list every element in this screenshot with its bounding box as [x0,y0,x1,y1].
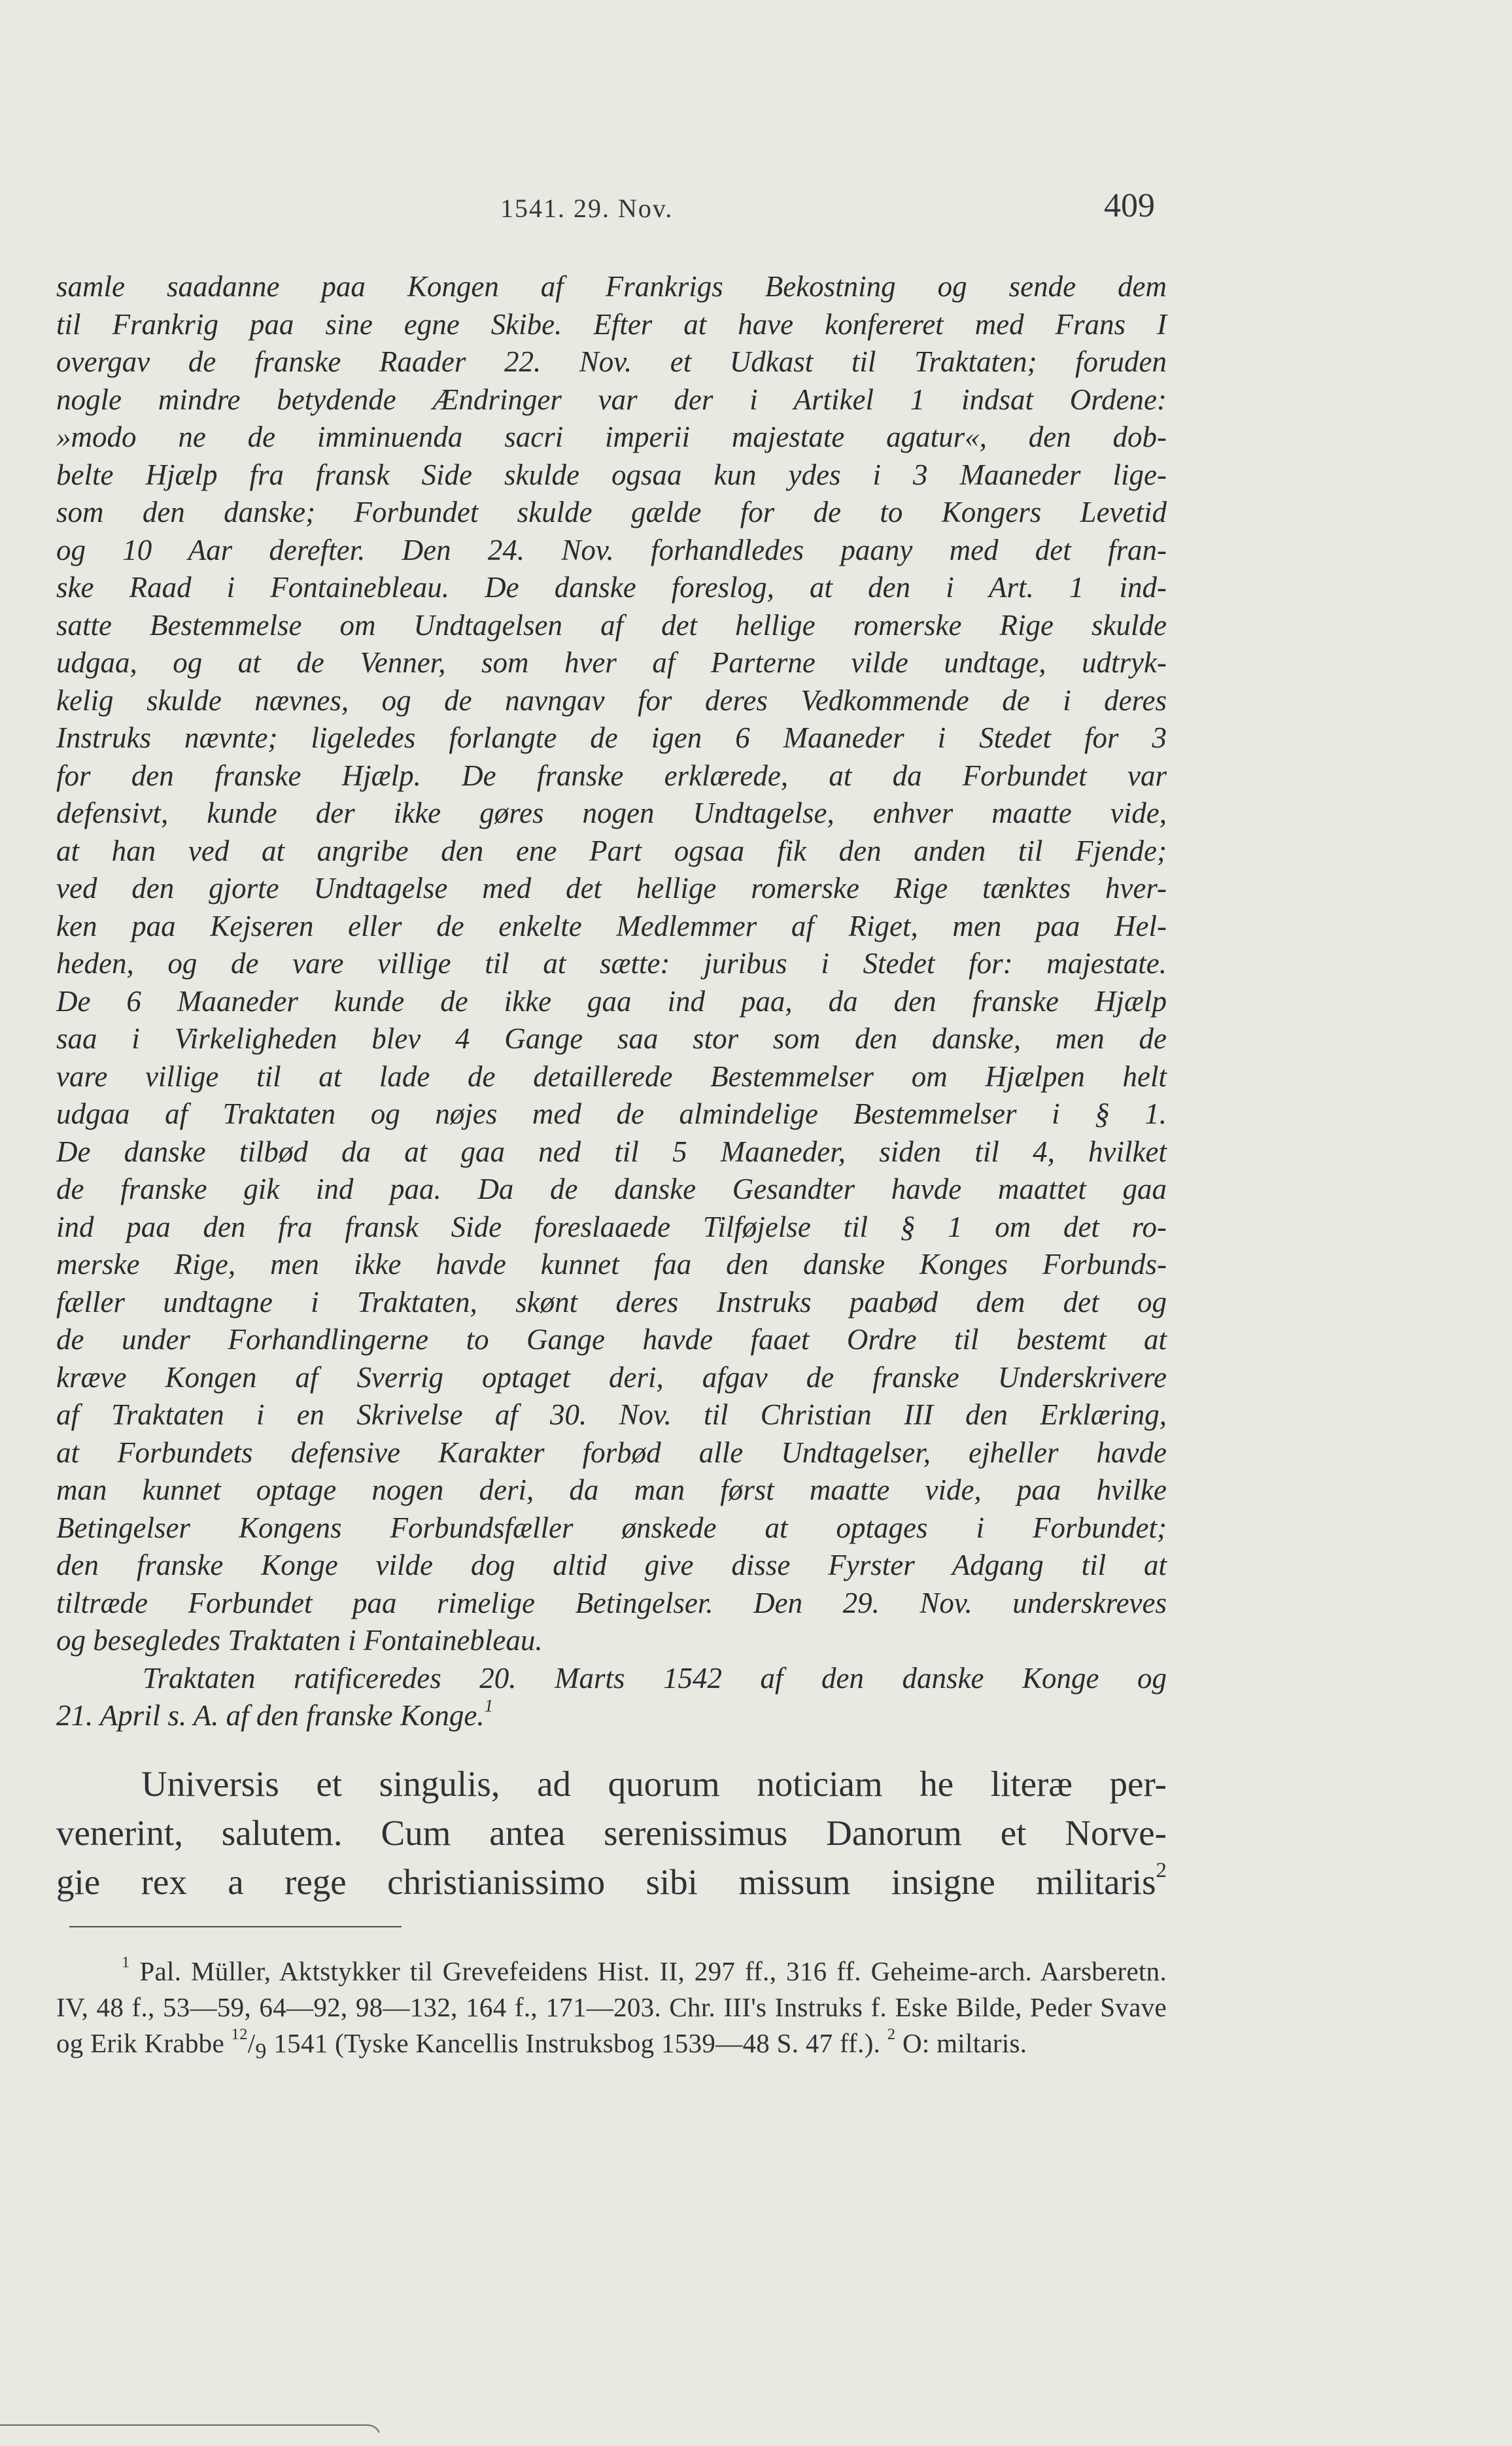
latin-line-content: venerint, salutem. Cum antea serenissimus Danorum et Norve- [56,1813,1167,1853]
text-line [56,757,1167,795]
text-line-content: ind paa den fra fransk Side foreslaaede Tilføjelse til § 1 om det ro- [56,1210,1167,1243]
footnotes [56,1954,1167,2069]
text-line-content: ved den gjorte Undtagelse med det hellige romerske Rige tænktes hver- [56,872,1167,904]
text-line-content: og besegledes Traktaten i Fontainebleau. [56,1624,543,1657]
text-line-content: saa i Virkeligheden blev 4 Gange saa stor som den danske, men de [56,1022,1167,1055]
text-line [56,1547,1167,1585]
footnote-reference: 1 [484,1695,494,1715]
running-head: 1541. 29. Nov. [500,194,674,223]
page-number: 409 [1104,187,1155,224]
text-line [56,795,1167,833]
commentary-text [56,268,1167,1735]
latin-line-content: gie rex a rege christianissimo sibi missum insigne militaris [56,1862,1156,1902]
text-line [56,1058,1167,1096]
footnote-1-text-continued: 1541 (Tyske Kancellis Instruksbog 1539—48 S. 47 ff.). [273,2028,881,2058]
text-line [56,569,1167,607]
text-line-content: overgav de franske Raader 22. Nov. et Udkast til Traktaten; foruden [56,345,1167,378]
text-line-content: tiltræde Forbundet paa rimelige Betingelser. Den 29. Nov. underskreves [56,1586,1167,1619]
text-line [56,1095,1167,1133]
text-line [56,945,1167,983]
text-line-content: de franske gik ind paa. Da de danske Gesandter havde maattet gaa [56,1173,1167,1205]
page-header [0,186,1512,232]
text-line [56,1434,1167,1472]
text-line [56,682,1167,720]
latin-line-content: Universis et singulis, ad quorum noticiam he literæ per- [141,1764,1167,1804]
text-line-content: og 10 Aar derefter. Den 24. Nov. forhandledes paany med det fran- [56,533,1167,566]
text-line [56,1585,1167,1623]
latin-line [56,1808,1167,1857]
text-line [56,532,1167,570]
text-line-content: at Forbundets defensive Karakter forbød alle Undtagelser, ejheller havde [56,1436,1167,1469]
text-line-content: defensivt, kunde der ikke gøres nogen Undtagelse, enhver maatte vide, [56,797,1167,829]
text-line-content: Instruks nævnte; ligeledes forlangte de igen 6 Maaneder i Stedet for 3 [56,721,1167,754]
latin-line [56,1857,1167,1906]
text-line-content: heden, og de vare villige til at sætte: juribus i Stedet for: majestate. [56,947,1167,980]
text-line [56,1284,1167,1322]
text-line-content: kelig skulde nævnes, og de navngav for deres Vedkommende de i deres [56,683,1167,717]
commentary-paragraph-1 [56,268,1167,1660]
text-line [56,1246,1167,1284]
text-line [56,1509,1167,1547]
text-line [56,908,1167,946]
text-line-content: for den franske Hjælp. De franske erklærede, at da Forbundet var [56,759,1167,792]
text-line [56,1472,1167,1509]
text-line-content: som den danske; Forbundet skulde gælde for de to Kongers Levetid [56,496,1167,528]
text-line-content: kræve Kongen af Sverrig optaget deri, afgav de franske Underskrivere [56,1360,1167,1394]
text-line-content: den franske Konge vilde dog altid give disse Fyrster Adgang til at [56,1549,1167,1581]
text-line-content: at han ved at angribe den ene Part ogsaa fik den anden til Fjende; [56,834,1167,867]
text-line-content: af Traktaten i en Skrivelse af 30. Nov. til Christian III den Erklæring, [56,1398,1167,1431]
text-line [56,1209,1167,1247]
text-line [56,268,1167,306]
text-line-content: De 6 Maaneder kunde de ikke gaa ind paa, da den franske Hjælp [56,984,1167,1018]
latin-paragraph [56,1759,1167,1906]
text-line [56,456,1167,494]
text-line-content: ken paa Kejseren eller de enkelte Medlemmer af Riget, men paa Hel- [56,909,1167,942]
text-line [56,1321,1167,1359]
text-line [56,494,1167,532]
text-line [56,1660,1167,1698]
text-line [56,1396,1167,1434]
commentary-paragraph-2 [56,1660,1167,1735]
text-line [56,833,1167,870]
text-line-content: udgaa, og at de Venner, som hver af Parterne vilde undtage, udtryk- [56,646,1167,679]
footnote-1-marker: 1 [122,1954,130,1972]
text-line [56,1697,1167,1735]
text-line-content: de under Forhandlingerne to Gange havde faaet Ordre til bestemt at [56,1323,1167,1356]
text-line-content: ske Raad i Fontainebleau. De danske foreslog, at den i Art. 1 ind- [56,571,1167,604]
text-line [56,870,1167,908]
text-line-content: vare villige til at lade de detaillerede Bestemmelser om Hjælpen helt [56,1059,1167,1093]
footnote-2-text: O: miltaris. [902,2028,1027,2058]
text-line-content: samle saadanne paa Kongen af Frankrigs Bekostning og sende dem [56,270,1167,303]
text-line-content: Betingelser Kongens Forbundsfæller ønskede at optages i Forbundet; [56,1511,1167,1544]
text-line [56,1359,1167,1397]
text-line [56,644,1167,682]
latin-line [56,1759,1167,1808]
text-line [56,983,1167,1021]
text-line-content: 21. April s. A. af den franske Konge. [56,1699,485,1732]
text-line [56,719,1167,757]
text-line-content: »modo ne de imminuenda sacri imperii majestate agatur«, den dob- [56,421,1167,453]
text-line [56,1622,1167,1660]
text-line [56,306,1167,344]
footnote-2-marker: 2 [887,2025,896,2044]
text-line [56,419,1167,456]
text-line [56,1020,1167,1058]
text-line-content: nogle mindre betydende Ændringer var der i Artikel 1 indsat Ordene: [56,383,1167,416]
text-line-content: man kunnet optage nogen deri, da man først maatte vide, paa hvilke [56,1473,1167,1506]
text-line-content: Traktaten ratificeredes 20. Marts 1542 af den danske Konge og [143,1661,1167,1695]
text-line [56,381,1167,419]
footnote-1-text: Pal. Müller, Aktstykker til Grevefeidens Hist. II, 297 ff., 316 ff. Geheime-arch. Aarsberetn. IV, 48 f., 53—59, 64—92, 98—132, 164 f., 171—203. Chr. III's Instruks f. Eske Bilde, Peder Svave og Erik Krabbe [56,1956,1167,2058]
footnote-1-date-numerator: 12 [231,2025,248,2044]
footnote-reference: 2 [1156,1859,1167,1883]
text-line [56,343,1167,381]
text-line-content: satte Bestemmelse om Undtagelsen af det hellige romerske Rige skulde [56,608,1167,642]
text-line-content: udgaa af Traktaten og nøjes med de almindelige Bestemmelser i § 1. [56,1097,1167,1130]
text-line-content: til Frankrig paa sine egne Skibe. Efter at have konfereret med Frans I [56,307,1167,341]
text-line-content: merske Rige, men ikke havde kunnet faa den danske Konges Forbunds- [56,1248,1167,1281]
text-line-content: fæller undtagne i Traktaten, skønt deres Instruks paabød dem det og [56,1285,1167,1318]
text-line-content: belte Hjælp fra fransk Side skulde ogsaa kun ydes i 3 Maaneder lige- [56,458,1167,491]
text-line-content: De danske tilbød da at gaa ned til 5 Maaneder, siden til 4, hvilket [56,1135,1167,1168]
page-edge-mark [0,2420,379,2433]
text-line [56,1171,1167,1209]
footnote-1: $^1$ Pal. Müller, Aktstykker til Grevefeidens Hist. II, 297 ff., 316 ff. Geheime-arch. Aarsberetn. IV, 48 f., 53—59, 64—92, 98—132, 164 f., 171—203. Chr. III's Instruks f. Eske Bilde, Peder Svave og Erik Krabbe $^{12}/_9$ 1541 (Tyske Kancellis Instruksbog 1539—48 S. 47 ff.). $^2$ O: miltaris. [56,1954,1167,2064]
latin-document-text [56,1759,1167,1906]
footnote-1-date-denominator: 9 [255,2039,267,2064]
text-line [56,607,1167,645]
footnote-divider [69,1926,402,1927]
text-line [56,1133,1167,1171]
